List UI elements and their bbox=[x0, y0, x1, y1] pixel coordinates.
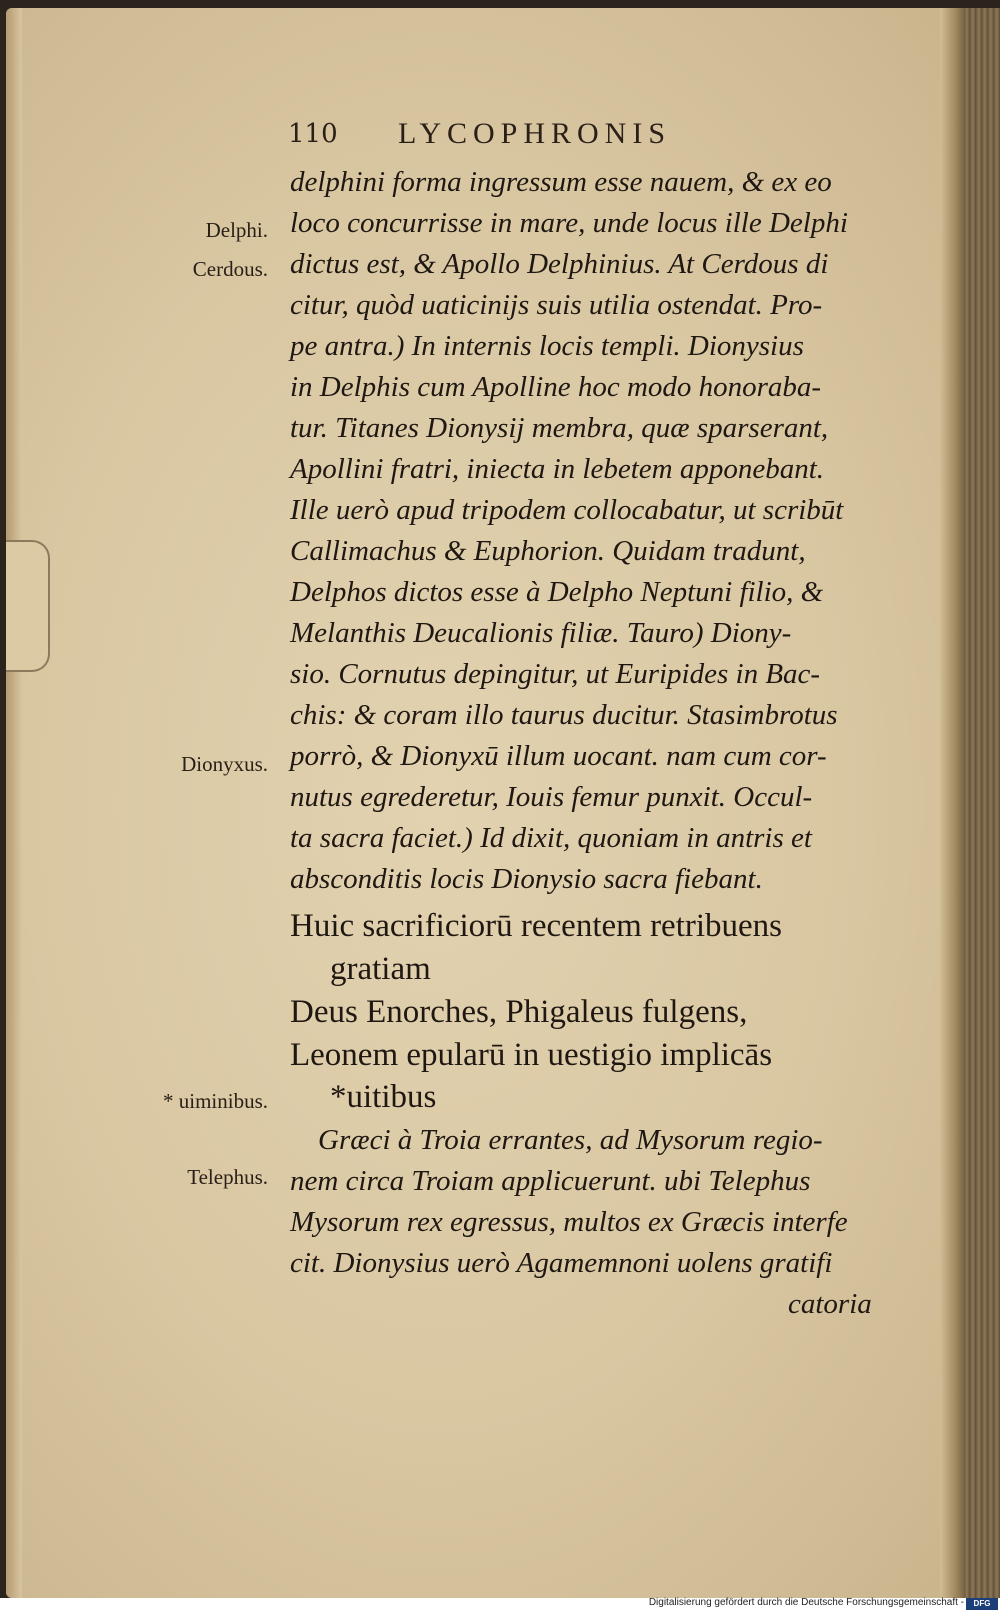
page-gutter-shadow bbox=[940, 8, 964, 1598]
body-line: Græci à Troia errantes, ad Mysorum regio- bbox=[318, 1124, 823, 1156]
verse-line: Leonem epularū in uestigio implicās bbox=[290, 1037, 773, 1073]
dfg-logo: DFG bbox=[966, 1598, 998, 1610]
digitization-footer bbox=[0, 1598, 1000, 1611]
body-line: nem circa Troiam applicuerunt. ubi Telephus bbox=[290, 1165, 811, 1197]
body-line: Mysorum rex egressus, multos ex Græcis interfe bbox=[290, 1206, 848, 1238]
margin-note-uiminibus: * uiminibus. bbox=[162, 1089, 268, 1113]
verse-line: *uitibus bbox=[330, 1079, 437, 1115]
body-line: nutus egrederetur, Iouis femur punxit. Occul- bbox=[290, 781, 813, 813]
running-head: LYCOPHRONIS bbox=[398, 117, 672, 150]
page-header bbox=[288, 117, 848, 157]
body-line: Apollini fratri, iniecta in lebetem apponebant. bbox=[290, 453, 825, 485]
body-line: porrò, & Dionyxū illum uocant. nam cum cor- bbox=[290, 740, 827, 772]
body-line: dictus est, & Apollo Delphinius. At Cerdous di bbox=[290, 248, 829, 280]
body-line: sio. Cornutus depingitur, ut Euripides in Bac- bbox=[290, 658, 821, 690]
verse-line: gratiam bbox=[330, 951, 431, 987]
verse-line: Huic sacrificiorū recentem retribuens bbox=[290, 908, 783, 944]
catchword: catoria bbox=[788, 1288, 872, 1320]
body-line: Melanthis Deucalionis filiæ. Tauro) Diony- bbox=[290, 617, 792, 649]
body-line: chis: & coram illo taurus ducitur. Stasimbrotus bbox=[290, 699, 838, 731]
margin-note-cerdous: Cerdous. bbox=[192, 257, 268, 281]
body-line: pe antra.) In internis locis templi. Dionysius bbox=[290, 330, 804, 362]
margin-note-dionyxus: Dionyxus. bbox=[181, 752, 268, 776]
body-line: Ille uerò apud tripodem collocabatur, ut scribūt bbox=[290, 494, 844, 526]
page-left-edge bbox=[6, 8, 22, 1598]
margin-note-telephus: Telephus. bbox=[187, 1165, 268, 1189]
page-number: 110 bbox=[288, 119, 338, 149]
page-clip-tab bbox=[6, 540, 50, 672]
body-line: absconditis locis Dionysio sacra fiebant. bbox=[290, 863, 763, 895]
body-line: Delphos dictos esse à Delpho Neptuni filio, & bbox=[290, 576, 824, 608]
body-line: tur. Titanes Dionysij membra, quæ sparserant, bbox=[290, 412, 829, 444]
margin-note-delphi: Delphi. bbox=[205, 218, 268, 242]
body-line: Callimachus & Euphorion. Quidam tradunt, bbox=[290, 535, 806, 567]
body-line: in Delphis cum Apolline hoc modo honoraba- bbox=[290, 371, 822, 403]
body-line: cit. Dionysius uerò Agamemnoni uolens gratifi bbox=[290, 1247, 833, 1279]
footer-credit: Digitalisierung gefördert durch die Deutsche Forschungsgemeinschaft - bbox=[648, 1597, 964, 1608]
body-line: delphini forma ingressum esse nauem, & ex eo bbox=[290, 166, 832, 198]
body-line: ta sacra faciet.) Id dixit, quoniam in antris et bbox=[290, 822, 812, 854]
body-line: citur, quòd uaticinijs suis utilia ostendat. Pro- bbox=[290, 289, 823, 321]
body-line: loco concurrisse in mare, unde locus ille Delphi bbox=[290, 207, 848, 239]
verse-line: Deus Enorches, Phigaleus fulgens, bbox=[290, 994, 748, 1030]
book-fore-edge bbox=[964, 8, 1000, 1598]
